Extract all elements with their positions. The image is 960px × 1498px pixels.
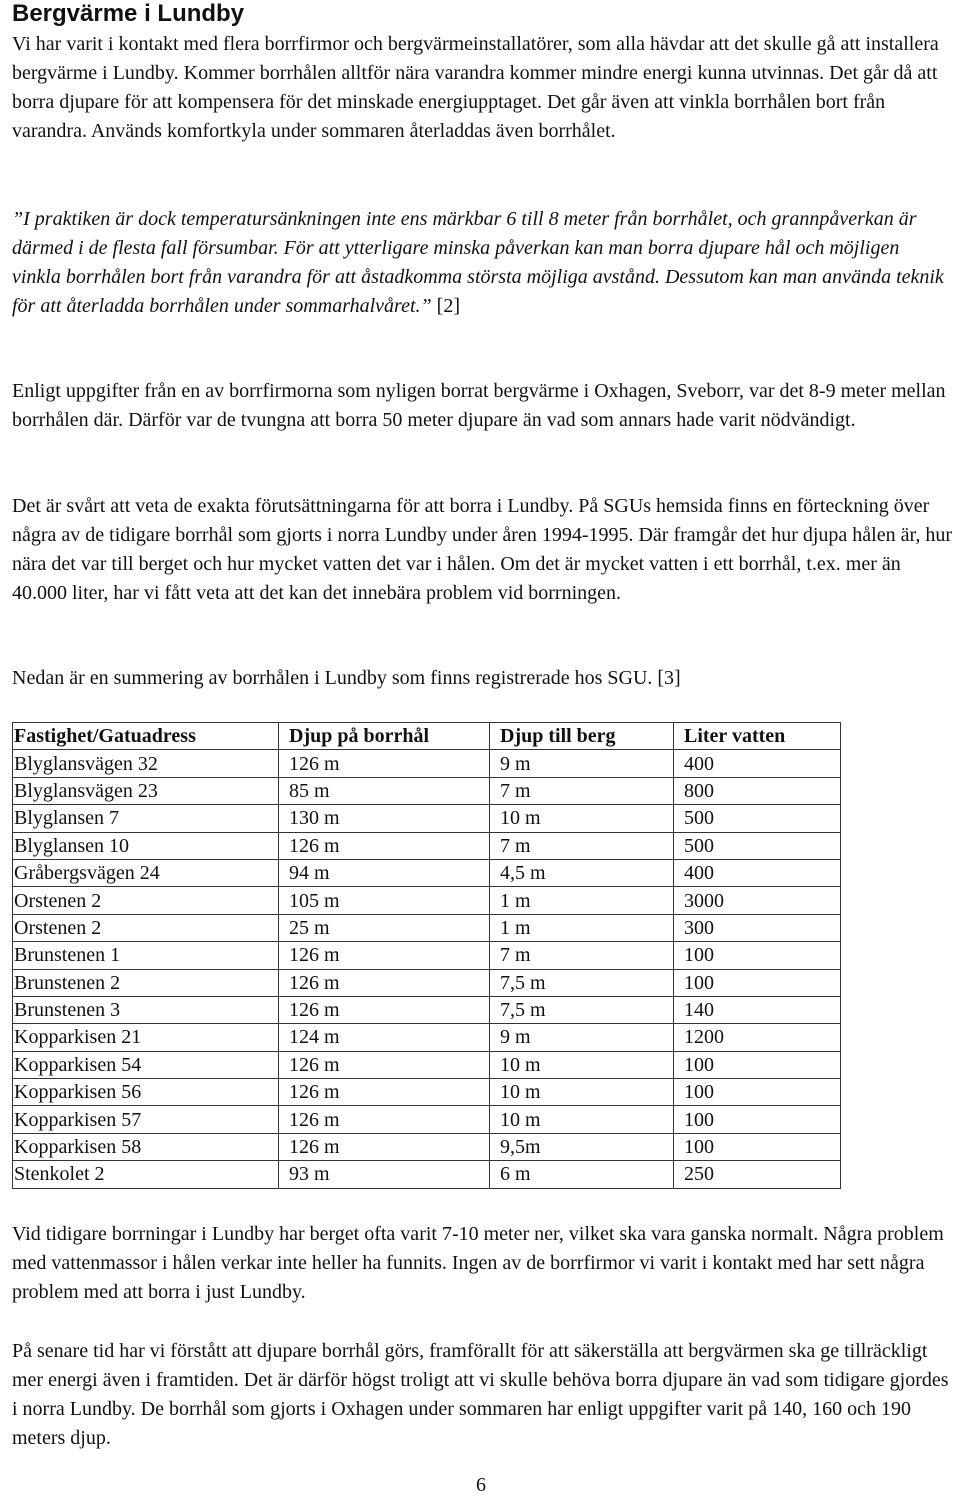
paragraph-intro: Vi har varit i kontakt med flera borrfirmor och bergvärmeinstallatörer, som alla hävdar att det skulle gå att installera bergvärme i Lundby. Kommer borrhålen alltför nära varandra kommer mindre energi kunna utvinnas. Det går då att borra djupare för att kompensera för det minskade energiupptaget. Det går även att vinkla borrhålen bort från varandra. Används komfortkyla under sommaren återladdas även borrhålet. <box>12 33 939 142</box>
cell-rock-depth: 10 m <box>490 1106 674 1133</box>
cell-address: Brunstenen 3 <box>13 996 279 1023</box>
cell-address: Kopparkisen 54 <box>13 1051 279 1078</box>
cell-borehole-depth: 126 m <box>279 996 490 1023</box>
cell-address: Kopparkisen 57 <box>13 1106 279 1133</box>
cell-borehole-depth: 124 m <box>279 1024 490 1051</box>
cell-water-liters: 400 <box>674 859 841 886</box>
table-row <box>13 969 841 996</box>
cell-rock-depth: 10 m <box>490 1051 674 1078</box>
cell-rock-depth: 10 m <box>490 805 674 832</box>
table-row <box>13 996 841 1023</box>
table-row <box>13 805 841 832</box>
cell-address: Blyglansvägen 32 <box>13 750 279 777</box>
cell-borehole-depth: 85 m <box>279 777 490 804</box>
table-row <box>13 942 841 969</box>
cell-rock-depth: 9,5m <box>490 1133 674 1160</box>
cell-borehole-depth: 93 m <box>279 1161 490 1188</box>
paragraph-previous-drilling: Vid tidigare borrningar i Lundby har berget ofta varit 7-10 meter ner, vilket ska vara ganska normalt. Några problem med vattenmassor i hålen verkar inte heller ha funnits. Ingen av de borrfirmor vi varit i kontakt med har sett några problem med att borra i just Lundby. <box>12 1223 944 1303</box>
cell-rock-depth: 9 m <box>490 750 674 777</box>
cell-rock-depth: 7 m <box>490 777 674 804</box>
table-row <box>13 887 841 914</box>
cell-address: Brunstenen 1 <box>13 942 279 969</box>
table-row <box>13 832 841 859</box>
cell-water-liters: 100 <box>674 1133 841 1160</box>
cell-rock-depth: 7 m <box>490 832 674 859</box>
cell-rock-depth: 6 m <box>490 1161 674 1188</box>
paragraph-sgu: Det är svårt att veta de exakta förutsättningarna för att borra i Lundby. På SGUs hemsida finns en förteckning över några av de tidigare borrhål som gjorts i norra Lundby under åren 1994-1995. Där framgår det hur djupa hålen är, hur nära det var till berget och hur mycket vatten det var i hålen. Om det är mycket vatten i ett borrhål, t.ex. mer än 40.000 liter, har vi fått veta att det kan det innebära problem vid borrningen. <box>12 495 952 604</box>
quote-text: ”I praktiken är dock temperatursänkningen inte ens märkbar 6 till 8 meter från borrhålet, och grannpåverkan är därmed i de flesta fall försumbar. För att ytterligare minska påverkan kan man borra djupare hål och möjligen vinkla borrhålen bort från varandra för att åstadkomma största möjliga avstånd. Dessutom kan man använda teknik för att återladda borrhålen under sommarhalvåret.” <box>12 208 944 317</box>
cell-borehole-depth: 126 m <box>279 969 490 996</box>
cell-water-liters: 100 <box>674 1079 841 1106</box>
paragraph-conclusion: På senare tid har vi förstått att djupare borrhål görs, framförallt för att säkerställa att bergvärmen ska ge tillräckligt mer energi även i framtiden. Det är därför högst troligt att vi skulle behöva borra djupare än vad som tidigare gjordes i norra Lundby. De borrhål som gjorts i Oxhagen under sommaren har enligt uppgifter varit på 140, 160 och 190 meters djup. <box>12 1340 949 1449</box>
table-row <box>13 1051 841 1078</box>
column-header-depth: Djup på borrhål <box>279 723 490 750</box>
table-body <box>13 750 841 1188</box>
table-row <box>13 1024 841 1051</box>
cell-borehole-depth: 126 m <box>279 832 490 859</box>
cell-address: Kopparkisen 56 <box>13 1079 279 1106</box>
cell-borehole-depth: 126 m <box>279 1106 490 1133</box>
cell-address: Blyglansen 10 <box>13 832 279 859</box>
table-row <box>13 1133 841 1160</box>
cell-borehole-depth: 126 m <box>279 1079 490 1106</box>
page-title: Bergvärme i Lundby <box>12 0 245 27</box>
cell-rock-depth: 1 m <box>490 914 674 941</box>
cell-rock-depth: 10 m <box>490 1079 674 1106</box>
cell-water-liters: 500 <box>674 805 841 832</box>
cell-water-liters: 100 <box>674 942 841 969</box>
cell-water-liters: 100 <box>674 969 841 996</box>
cell-water-liters: 100 <box>674 1051 841 1078</box>
column-header-rock-depth: Djup till berg <box>490 723 674 750</box>
table-row <box>13 859 841 886</box>
cell-address: Kopparkisen 21 <box>13 1024 279 1051</box>
cell-borehole-depth: 126 m <box>279 1051 490 1078</box>
cell-water-liters: 500 <box>674 832 841 859</box>
cell-borehole-depth: 126 m <box>279 942 490 969</box>
cell-borehole-depth: 130 m <box>279 805 490 832</box>
cell-rock-depth: 1 m <box>490 887 674 914</box>
column-header-address: Fastighet/Gatuadress <box>13 723 279 750</box>
cell-water-liters: 100 <box>674 1106 841 1133</box>
cell-borehole-depth: 25 m <box>279 914 490 941</box>
cell-water-liters: 400 <box>674 750 841 777</box>
table-row <box>13 1079 841 1106</box>
table-row <box>13 1106 841 1133</box>
cell-water-liters: 3000 <box>674 887 841 914</box>
cell-address: Brunstenen 2 <box>13 969 279 996</box>
column-header-water: Liter vatten <box>674 723 841 750</box>
borehole-table <box>12 722 841 1189</box>
table-row <box>13 1161 841 1188</box>
table-row <box>13 777 841 804</box>
cell-address: Orstenen 2 <box>13 914 279 941</box>
cell-rock-depth: 7,5 m <box>490 969 674 996</box>
paragraph-quote <box>12 205 952 321</box>
cell-address: Gråbergsvägen 24 <box>13 859 279 886</box>
cell-address: Orstenen 2 <box>13 887 279 914</box>
cell-water-liters: 250 <box>674 1161 841 1188</box>
table-header-row <box>13 723 841 750</box>
cell-rock-depth: 7,5 m <box>490 996 674 1023</box>
cell-water-liters: 800 <box>674 777 841 804</box>
cell-rock-depth: 9 m <box>490 1024 674 1051</box>
cell-borehole-depth: 105 m <box>279 887 490 914</box>
paragraph-oxhagen: Enligt uppgifter från en av borrfirmorna som nyligen borrat bergvärme i Oxhagen, Sveborr, var det 8-9 meter mellan borrhålen där. Därför var de tvungna att borra 50 meter djupare än vad som annars hade varit nödvändigt. <box>12 380 946 431</box>
cell-borehole-depth: 126 m <box>279 750 490 777</box>
cell-address: Stenkolet 2 <box>13 1161 279 1188</box>
page-number: 6 <box>476 1474 486 1496</box>
cell-rock-depth: 7 m <box>490 942 674 969</box>
cell-rock-depth: 4,5 m <box>490 859 674 886</box>
cell-borehole-depth: 94 m <box>279 859 490 886</box>
cell-address: Kopparkisen 58 <box>13 1133 279 1160</box>
table-row <box>13 750 841 777</box>
cell-address: Blyglansvägen 23 <box>13 777 279 804</box>
table-row <box>13 914 841 941</box>
cell-water-liters: 300 <box>674 914 841 941</box>
cell-borehole-depth: 126 m <box>279 1133 490 1160</box>
cell-address: Blyglansen 7 <box>13 805 279 832</box>
quote-reference: [2] <box>431 295 460 317</box>
cell-water-liters: 1200 <box>674 1024 841 1051</box>
cell-water-liters: 140 <box>674 996 841 1023</box>
paragraph-table-intro: Nedan är en summering av borrhålen i Lundby som finns registrerade hos SGU. [3] <box>12 667 681 689</box>
